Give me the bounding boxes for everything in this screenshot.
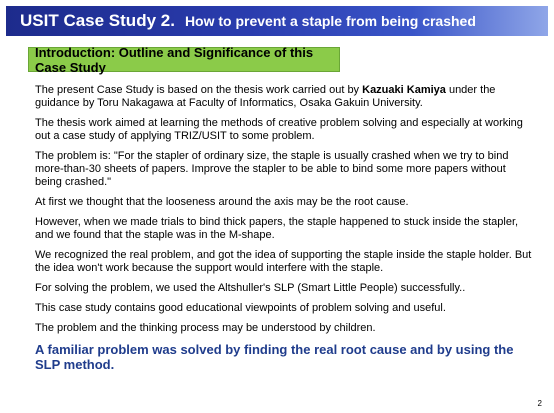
paragraph-educational: This case study contains good educational viewpoints of problem solving and useful. <box>35 302 446 314</box>
slide-body <box>35 84 533 379</box>
paragraph-first-thought: At first we thought that the looseness around the axis may be the root cause. <box>35 196 409 208</box>
slide-subtitle: How to prevent a staple from being crashed <box>184 13 476 29</box>
paragraph-real-problem: We recognized the real problem, and got the idea of supporting the staple inside the staple holder. But the idea won't work because the support would interfere with the staple. <box>35 249 532 274</box>
section-heading: Introduction: Outline and Significance of this Case Study <box>28 47 340 72</box>
slide-title: USIT Case Study 2. <box>20 11 175 30</box>
page-number: 2 <box>537 399 542 408</box>
paragraph-problem: The problem is: "For the stapler of ordinary size, the staple is usually crashed when we try to bind more-than-30 sheets of papers. Improve the stapler to be able to bind some more papers without being crashed." <box>35 150 509 188</box>
paragraph-children: The problem and the thinking process may be understood by children. <box>35 322 376 334</box>
paragraph-intro-text-b: under the guidance by Toru Nakagawa at Faculty of Informatics, Osaka Gakuin University. <box>35 84 496 109</box>
paragraph-intro-text-a: The present Case Study is based on the thesis work carried out by <box>35 84 363 96</box>
author-name: Kazuaki Kamiya <box>362 84 446 96</box>
slide-title-bar <box>6 6 548 36</box>
paragraph-aim: The thesis work aimed at learning the methods of creative problem solving and especially at working out a case study of applying TRIZ/USIT to some problem. <box>35 117 523 142</box>
paragraph-intro <box>35 84 533 110</box>
conclusion-text: A familiar problem was solved by finding the real root cause and by using the SLP method. <box>35 342 514 372</box>
paragraph-solution: For solving the problem, we used the Altshuller's SLP (Smart Little People) successfully.. <box>35 282 466 294</box>
paragraph-trials: However, when we made trials to bind thick papers, the staple happened to stuck inside the stapler, and we found that the staple was in the M-shape. <box>35 216 519 241</box>
